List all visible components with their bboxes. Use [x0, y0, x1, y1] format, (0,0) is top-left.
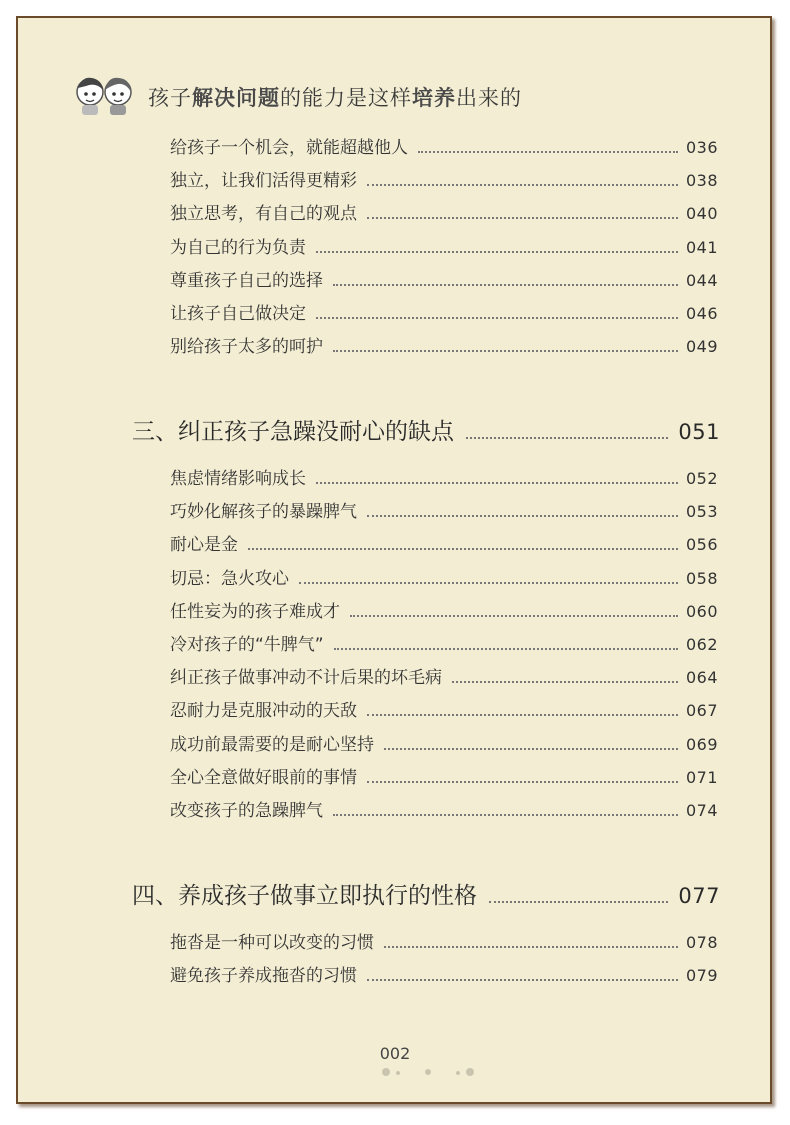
dot-leader: [384, 945, 678, 948]
toc-entry: [170, 696, 718, 720]
toc-entry-title: 独立，让我们活得更精彩: [170, 171, 357, 192]
dot-leader: [384, 747, 678, 750]
toc-entry: [170, 530, 718, 554]
toc-entry-title: 全心全意做好眼前的事情: [170, 767, 357, 788]
toc-page-number: 051: [678, 420, 720, 444]
toc-entry: [170, 133, 718, 157]
toc-entry: [170, 796, 718, 820]
toc-page-number: 074: [685, 801, 718, 820]
toc-entry: [170, 199, 718, 223]
toc-entry-title: 任性妄为的孩子难成才: [170, 601, 340, 622]
toc-page-number: 053: [685, 502, 718, 522]
dot-leader: [367, 183, 678, 186]
toc-entry: [170, 266, 718, 290]
toc-entry-title: 别给孩子太多的呵护: [170, 337, 323, 358]
toc-entry-title: 耐心是金: [170, 535, 238, 556]
dot-leader: [367, 780, 678, 783]
header-title-bold-part: 培养: [412, 86, 456, 110]
toc-entry: [170, 763, 718, 787]
toc-entry: [170, 299, 718, 323]
toc-page-number: 040: [685, 204, 718, 224]
toc-page-number: 062: [685, 635, 718, 654]
toc-page-number: 079: [685, 966, 718, 986]
toc-entry-title: 给孩子一个机会，就能超越他人: [170, 138, 408, 158]
header-title-part: 孩子: [148, 86, 192, 110]
dot-leader: [367, 978, 678, 981]
toc-section-heading: [132, 413, 720, 445]
toc-entry-title: 纠正孩子做事冲动不计后果的坏毛病: [170, 668, 442, 689]
toc-entry-title: 冷对孩子的“牛脾气”: [170, 635, 324, 655]
toc-entry: [170, 233, 718, 257]
toc-entry-title: 尊重孩子自己的选择: [170, 270, 323, 291]
dot-leader: [248, 547, 678, 550]
toc-page-number: 044: [685, 270, 718, 290]
toc-entry: [170, 332, 718, 356]
toc-entry: [170, 597, 718, 621]
toc-section-title: 四、养成孩子做事立即执行的性格: [132, 883, 477, 909]
dot-leader: [299, 581, 678, 584]
header-title-part: 出来的: [456, 86, 522, 110]
dot-leader: [466, 436, 668, 439]
toc-entry-title: 改变孩子的急躁脾气: [170, 801, 323, 821]
toc-entry: [170, 961, 718, 985]
toc-page-number: 038: [685, 171, 718, 191]
toc-entry-title: 为自己的行为负责: [170, 237, 306, 258]
dot-leader: [418, 150, 678, 153]
dot-leader: [489, 900, 668, 903]
toc-entry: [170, 663, 718, 687]
toc-entry: [170, 630, 718, 654]
toc-section-heading: [132, 877, 720, 909]
toc-page-number: 058: [685, 568, 718, 588]
toc-page-number: 078: [685, 933, 718, 952]
toc-page-number: 052: [685, 469, 718, 488]
toc-page-number: 060: [685, 601, 718, 621]
toc-entry-title: 切忌：急火攻心: [170, 568, 289, 589]
dot-leader: [367, 713, 678, 716]
dot-leader: [367, 216, 678, 219]
dot-leader: [333, 813, 678, 816]
dots-ornament-icon: [378, 1066, 478, 1078]
toc-page-number: 036: [685, 138, 718, 157]
toc-page-number: 069: [685, 734, 718, 754]
toc-entry-title: 成功前最需要的是耐心坚持: [170, 734, 374, 755]
toc-page-number: 064: [685, 668, 718, 688]
toc-entry-title: 让孩子自己做决定: [170, 304, 306, 324]
dot-leader: [316, 316, 678, 319]
toc-entry-title: 独立思考，有自己的观点: [170, 204, 357, 225]
toc-entry: [170, 928, 718, 952]
dot-leader: [316, 250, 678, 253]
toc-page-number: 077: [678, 884, 720, 908]
toc-page-number: 071: [685, 767, 718, 787]
dot-leader: [333, 349, 678, 352]
dot-leader: [350, 614, 678, 617]
toc-page-number: 067: [685, 701, 718, 721]
toc-entry-title: 忍耐力是克服冲动的天敌: [170, 701, 357, 722]
dot-leader: [334, 647, 678, 650]
toc-page-number: 041: [685, 237, 718, 257]
toc-entry-title: 焦虑情绪影响成长: [170, 469, 306, 489]
toc-entry: [170, 730, 718, 754]
toc-page-number: 056: [685, 535, 718, 555]
toc-entry-title: 避免孩子养成拖沓的习惯: [170, 966, 357, 987]
toc-page-number: 046: [685, 304, 718, 323]
toc-entry-title: 拖沓是一种可以改变的习惯: [170, 933, 374, 953]
dot-leader: [452, 680, 678, 683]
toc-entry-title: 巧妙化解孩子的暴躁脾气: [170, 502, 357, 523]
toc-entry: [170, 497, 718, 521]
header-title-part: 的能力是这样: [280, 86, 412, 110]
toc-section-title: 三、纠正孩子急躁没耐心的缺点: [132, 419, 454, 445]
page-number: 002: [379, 1044, 411, 1063]
dot-leader: [333, 283, 678, 286]
toc-entry: [170, 166, 718, 190]
dot-leader: [367, 514, 678, 517]
dot-leader: [316, 481, 678, 484]
header-title-bold-part: 解决问题: [192, 86, 280, 110]
toc-entry: [170, 564, 718, 588]
toc-page-number: 049: [685, 337, 718, 357]
toc-entry: [170, 464, 718, 488]
